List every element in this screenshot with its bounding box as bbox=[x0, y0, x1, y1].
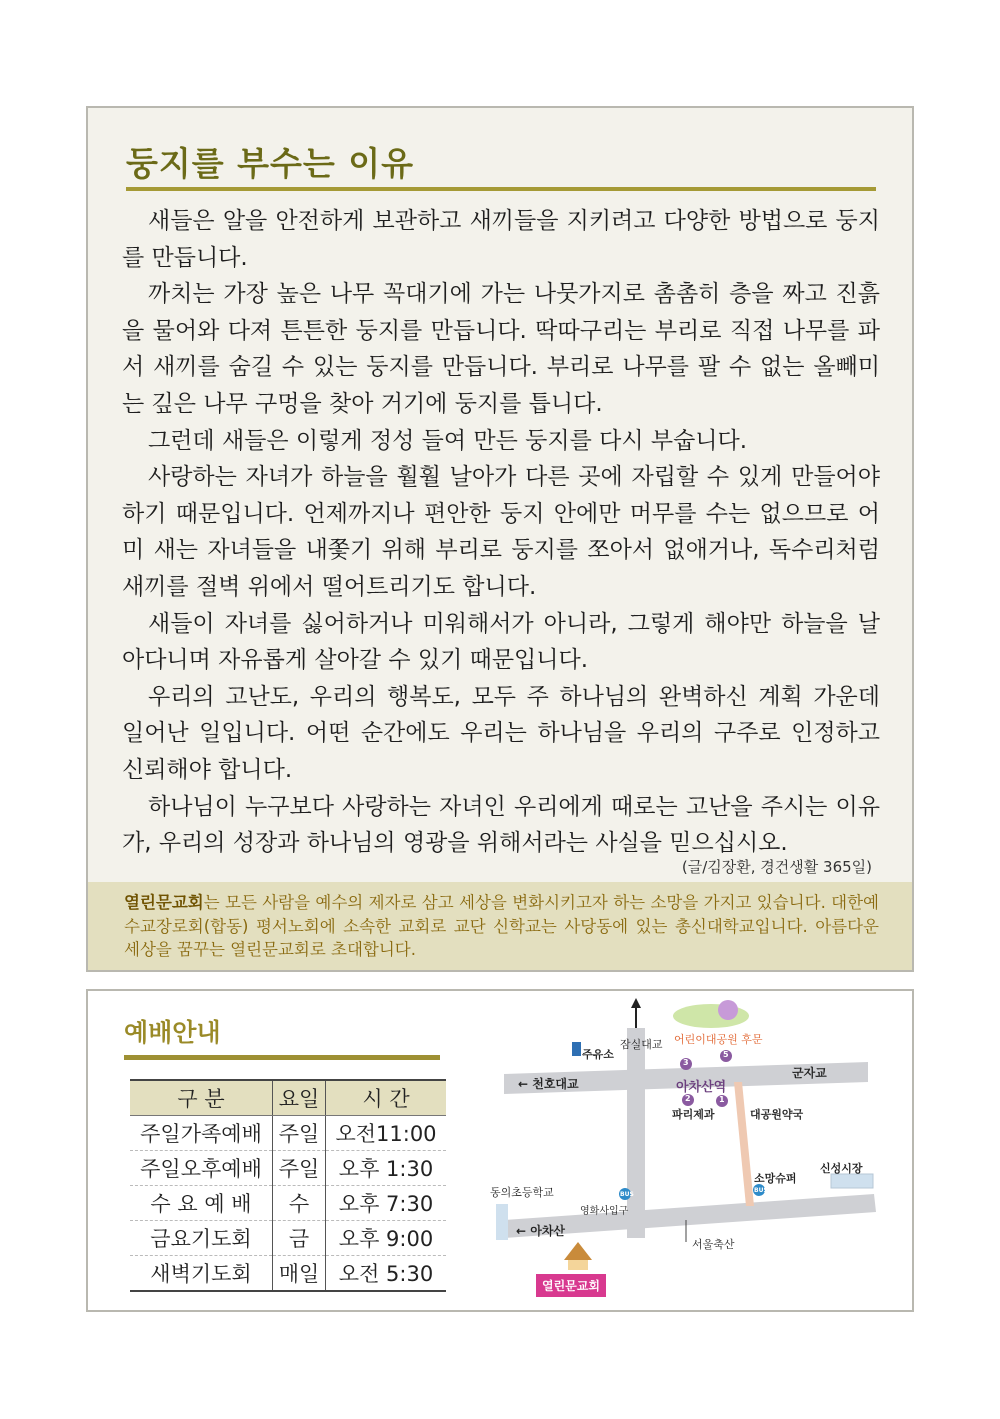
table-row bbox=[130, 1256, 446, 1292]
church-intro-text: 는 모든 사람을 예수의 제자로 삼고 세상을 변화시키고자 하는 소망을 가지고 있습니다. 대한예수교장로회(합동) 평서노회에 소속한 교회로 교단 신학교는 사당동에 있는 총신대학교입니다. 아름다운 세상을 꿈꾸는 열린문교회로 초대합니다. bbox=[124, 893, 879, 959]
service-day: 매일 bbox=[273, 1256, 326, 1292]
paragraph: 까치는 가장 높은 나무 꼭대기에 가는 나뭇가지로 촘촘히 층을 짜고 진흙을 물어와 다져 튼튼한 둥지를 만듭니다. 딱따구리는 부리로 직접 나무를 파서 새끼를 숨길 수 있는 둥지를 만듭니다. 부리로 나무를 팔 수 없는 올빼미는 깊은 나무 구멍을 찾아 거기에 둥지를 틉니다. bbox=[122, 281, 880, 417]
road-jamsil bbox=[627, 1028, 645, 1238]
church-icon bbox=[564, 1242, 592, 1260]
exit-5-label: 5 bbox=[723, 1050, 729, 1059]
location-map bbox=[490, 998, 888, 1302]
article-panel bbox=[86, 106, 914, 972]
service-name: 새벽기도회 bbox=[130, 1256, 273, 1292]
paragraph: 그런데 새들은 이렇게 정성 들여 만든 둥지를 다시 부숩니다. bbox=[148, 427, 748, 454]
market-block bbox=[831, 1174, 873, 1188]
service-time: 오전 5:30 bbox=[326, 1256, 447, 1292]
service-day: 수 bbox=[273, 1186, 326, 1221]
label-somang: 소망슈퍼 bbox=[754, 1172, 797, 1185]
church-building bbox=[568, 1260, 588, 1270]
label-dongui: 동의초등학교 bbox=[490, 1186, 554, 1199]
north-arrow-icon bbox=[631, 998, 641, 1008]
service-day: 주일 bbox=[273, 1151, 326, 1186]
exit-2-label: 2 bbox=[685, 1094, 691, 1103]
school-block bbox=[496, 1204, 508, 1240]
table-row bbox=[130, 1151, 446, 1186]
article-byline: (글/김장환, 경건생활 365일) bbox=[681, 858, 872, 876]
service-time: 오후 1:30 bbox=[326, 1151, 447, 1186]
label-paris: 파리제과 bbox=[672, 1108, 715, 1121]
paragraph: 새들은 알을 안전하게 보관하고 새끼들을 지키려고 다양한 방법으로 둥지를 만듭니다. bbox=[122, 208, 880, 271]
service-time: 오후 7:30 bbox=[326, 1186, 447, 1221]
article-body bbox=[122, 203, 880, 862]
service-time: 오후 9:00 bbox=[326, 1221, 447, 1256]
service-day: 주일 bbox=[273, 1116, 326, 1151]
church-intro-box bbox=[88, 882, 912, 970]
table-row bbox=[130, 1221, 446, 1256]
service-name: 주일가족예배 bbox=[130, 1116, 273, 1151]
label-bus-2: BUS bbox=[754, 1187, 768, 1194]
worship-title: 예배안내 bbox=[124, 1018, 221, 1047]
label-jamsil: 잠실대교 bbox=[620, 1038, 663, 1051]
header-time: 시 간 bbox=[326, 1080, 447, 1116]
article-title: 둥지를 부수는 이유 bbox=[126, 144, 415, 183]
service-name: 주일오후예배 bbox=[130, 1151, 273, 1186]
table-header-row bbox=[130, 1080, 446, 1116]
umbrella-icon bbox=[718, 1000, 738, 1020]
label-achasan-station: 아차산역 bbox=[676, 1080, 727, 1095]
service-time: 오전11:00 bbox=[326, 1116, 447, 1151]
label-bus-1: BUS bbox=[620, 1191, 634, 1198]
paragraph: 사랑하는 자녀가 하늘을 훨훨 날아가 다른 곳에 자립할 수 있게 만들어야 하기 때문입니다. 언제까지나 편안한 둥지 안에만 머무를 수는 없으므로 어미 새는 자녀들을 내쫓기 위해 부리로 둥지를 쪼아서 없애거나, 독수리처럼 새끼를 절벽 위에서 떨어트리기도 합니다. bbox=[122, 464, 880, 600]
service-name: 수 요 예 배 bbox=[130, 1186, 273, 1221]
label-gas: 주유소 bbox=[582, 1048, 614, 1061]
label-gunja: 군자교 bbox=[792, 1066, 827, 1080]
worship-title-divider bbox=[124, 1055, 440, 1060]
route-path bbox=[734, 1082, 754, 1206]
paragraph: 우리의 고난도, 우리의 행복도, 모두 주 하나님의 완벽하신 계획 가운데 일어난 일입니다. 어떤 순간에도 우리는 하나님을 우리의 구주로 인정하고 신뢰해야 합니다. bbox=[122, 683, 880, 783]
exit-3-label: 3 bbox=[683, 1058, 689, 1067]
label-sinseong: 신성시장 bbox=[820, 1162, 863, 1175]
exit-1-label: 1 bbox=[719, 1095, 725, 1104]
paragraph: 새들이 자녀를 싫어하거나 미워해서가 아니라, 그렇게 해야만 하늘을 날아다니며 자유롭게 살아갈 수 있기 때문입니다. bbox=[122, 610, 880, 674]
paragraph: 하나님이 누구보다 사랑하는 자녀인 우리에게 때로는 고난을 주시는 이유가, 우리의 성장과 하나님의 영광을 위해서라는 사실을 믿으십시오. bbox=[122, 793, 880, 857]
title-divider bbox=[126, 187, 876, 191]
label-cheonho: ← 천호대교 bbox=[518, 1077, 579, 1091]
header-day: 요일 bbox=[273, 1080, 326, 1116]
service-name: 금요기도회 bbox=[130, 1221, 273, 1256]
table-row bbox=[130, 1116, 446, 1151]
header-category: 구 분 bbox=[130, 1080, 273, 1116]
gas-station-icon bbox=[572, 1042, 581, 1056]
label-church: 열린문교회 bbox=[536, 1274, 606, 1297]
label-park: 어린이대공원 후문 bbox=[674, 1033, 763, 1046]
table-row bbox=[130, 1186, 446, 1221]
church-intro bbox=[124, 891, 879, 962]
service-day: 금 bbox=[273, 1221, 326, 1256]
label-daegong: 대공원약국 bbox=[750, 1108, 804, 1121]
label-seoul: 서울축산 bbox=[692, 1238, 735, 1251]
label-youngwha: 영화사입구 bbox=[580, 1206, 629, 1217]
label-achasan: ← 아차산 bbox=[516, 1224, 566, 1238]
church-name: 열린문교회 bbox=[124, 893, 204, 912]
worship-schedule-table bbox=[130, 1079, 446, 1292]
